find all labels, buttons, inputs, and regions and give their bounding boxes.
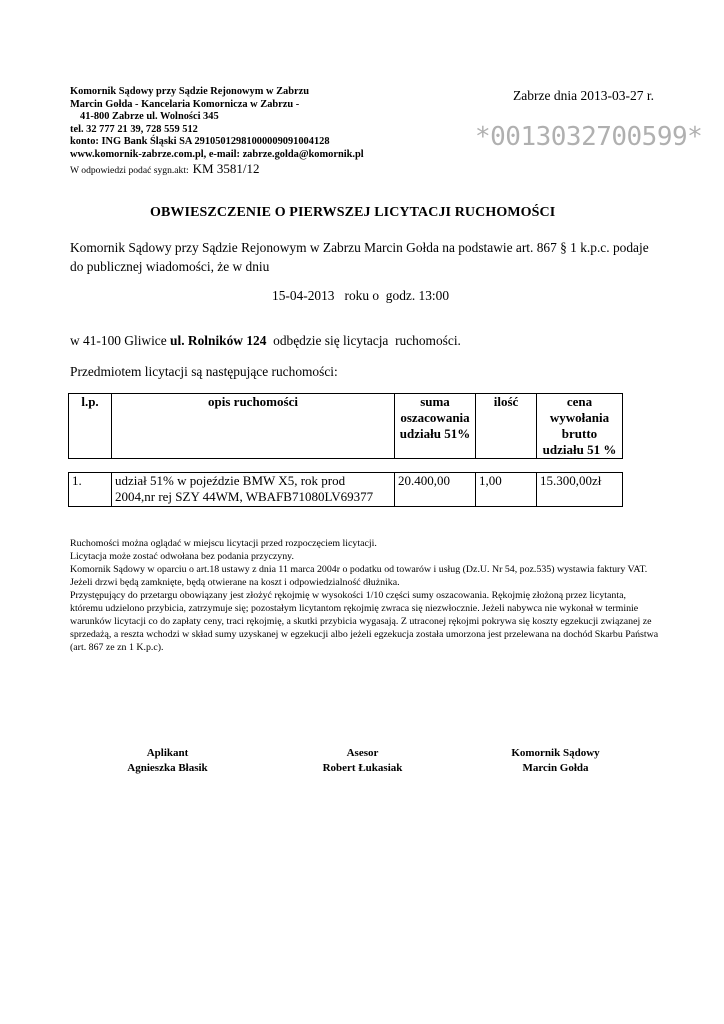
letterhead-line: 41-800 Zabrze ul. Wolności 345 <box>80 111 219 123</box>
table-row <box>69 473 623 507</box>
letterhead-line: tel. 32 777 21 39, 728 559 512 <box>70 123 198 135</box>
signature-role: Asesor <box>346 747 379 759</box>
header-price-line: udziału 51 % <box>542 442 617 457</box>
letterhead-line: konto: ING Bank Śląski SA 29105012981000009091004128 <box>70 136 330 148</box>
document-date: Zabrze dnia 2013-03-27 r. <box>513 88 654 103</box>
items-table-header <box>68 393 623 459</box>
header-quantity: ilość <box>476 394 537 459</box>
cell-estimated-value: 20.400,00 <box>395 473 476 507</box>
signature-name: Marcin Gołda <box>522 762 589 774</box>
auction-time: 15-04-2013 roku o godz. 13:00 <box>272 288 450 303</box>
location-street: ul. Rolników 124 <box>170 333 267 348</box>
location-suffix: odbędzie się licytacja ruchomości. <box>266 333 461 348</box>
signature-role: Komornik Sądowy <box>511 747 600 759</box>
auction-location <box>70 331 461 350</box>
signature-name: Agnieszka Błasik <box>127 762 208 774</box>
signature-asesor <box>290 746 435 776</box>
signature-role: Aplikant <box>146 747 189 759</box>
note-line: Komornik Sądowy w oparciu o art.18 ustawy z dnia 11 marca 2004r o podatku od towarów i usług (Dz.U. Nr 54, poz.535) wystawia faktury VAT. <box>70 564 648 575</box>
subject-intro: Przedmiotem licytacji są następujące ruchomości: <box>70 364 338 379</box>
description-line: udział 51% w pojeździe BMW X5, rok prod <box>115 473 346 488</box>
header-description: opis ruchomości <box>112 394 395 459</box>
items-table <box>68 472 623 507</box>
signature-aplikant <box>95 746 240 776</box>
cell-lp: 1. <box>69 473 112 507</box>
header-value-line: suma <box>420 394 450 409</box>
header-price <box>537 394 623 459</box>
letterhead-line: Komornik Sądowy przy Sądzie Rejonowym w Zabrzu <box>70 86 309 97</box>
reference-line <box>70 162 430 178</box>
header-value-line: udziału 51% <box>399 426 471 441</box>
description-line: 2004,nr rej SZY 44WM, WBAFB71080LV69377 <box>115 489 374 504</box>
page-title: OBWIESZCZENIE O PIERWSZEJ LICYTACJI RUCHOMOŚCI <box>150 205 556 220</box>
signature-komornik <box>483 746 628 776</box>
note-line: Jeżeli drzwi będą zamknięte, będą otwierane na koszt i odpowiedzialność dłużnika. <box>70 577 400 588</box>
header-lp: l.p. <box>69 394 112 459</box>
notes-section <box>70 537 660 654</box>
reference-number: KM 3581/12 <box>192 160 260 176</box>
note-line: Licytacja może zostać odwołana bez podania przyczyny. <box>70 551 294 562</box>
letterhead-line: www.komornik-zabrze.com.pl, e-mail: zabrze.golda@komornik.pl <box>70 148 364 160</box>
letterhead <box>70 86 430 178</box>
letterhead-line: Marcin Gołda - Kancelaria Komornicza w Zabrzu - <box>70 98 300 110</box>
cell-quantity: 1,00 <box>476 473 537 507</box>
cell-price: 15.300,00zł <box>537 473 623 507</box>
reference-prefix: W odpowiedzi podać sygn.akt: <box>70 164 189 176</box>
intro-paragraph: Komornik Sądowy przy Sądzie Rejonowym w Zabrzu Marcin Gołda na podstawie art. 867 § 1 k.p.c. podaje do publicznej wiadomości, że w dniu <box>70 240 649 274</box>
signature-name: Robert Łukasiak <box>322 762 403 774</box>
note-line: Przystępujący do przetargu obowiązany jest złożyć rękojmię w wysokości 1/10 części sumy oszacowania. Rękojmię złożoną przez licytanta, któremu udzielono przybicia, zatrzymuje się; pozostałym licytantom rękojmię zwraca się niezwłocznie. Jeżeli nabywca nie wykonał w terminie warunków licytacji co do zapłaty ceny, traci rękojmię, a skutki przybicia wygasają. Z utraconej rękojmi pokrywa się koszty egzekucji związanej ze sprzedażą, a reszta wchodzi w skład sumy uzyskanej w egzekucji albo jeżeli egzekucja została umorzona jest przelewana na dochód Skarbu Państwa (art. 867 ze zn 1 K.p.c). <box>70 590 659 653</box>
cell-description <box>112 473 395 507</box>
header-price-line: brutto <box>561 426 598 441</box>
header-price-line: wywołania <box>549 410 610 425</box>
header-value-line: oszacowania <box>400 410 470 425</box>
header-price-line: cena <box>566 394 593 409</box>
location-prefix: w 41-100 Gliwice <box>70 333 171 348</box>
note-line: Ruchomości można oglądać w miejscu licytacji przed rozpoczęciem licytacji. <box>70 538 377 549</box>
header-estimated-value <box>395 394 476 459</box>
barcode-text: *0013032700599* <box>475 122 703 152</box>
